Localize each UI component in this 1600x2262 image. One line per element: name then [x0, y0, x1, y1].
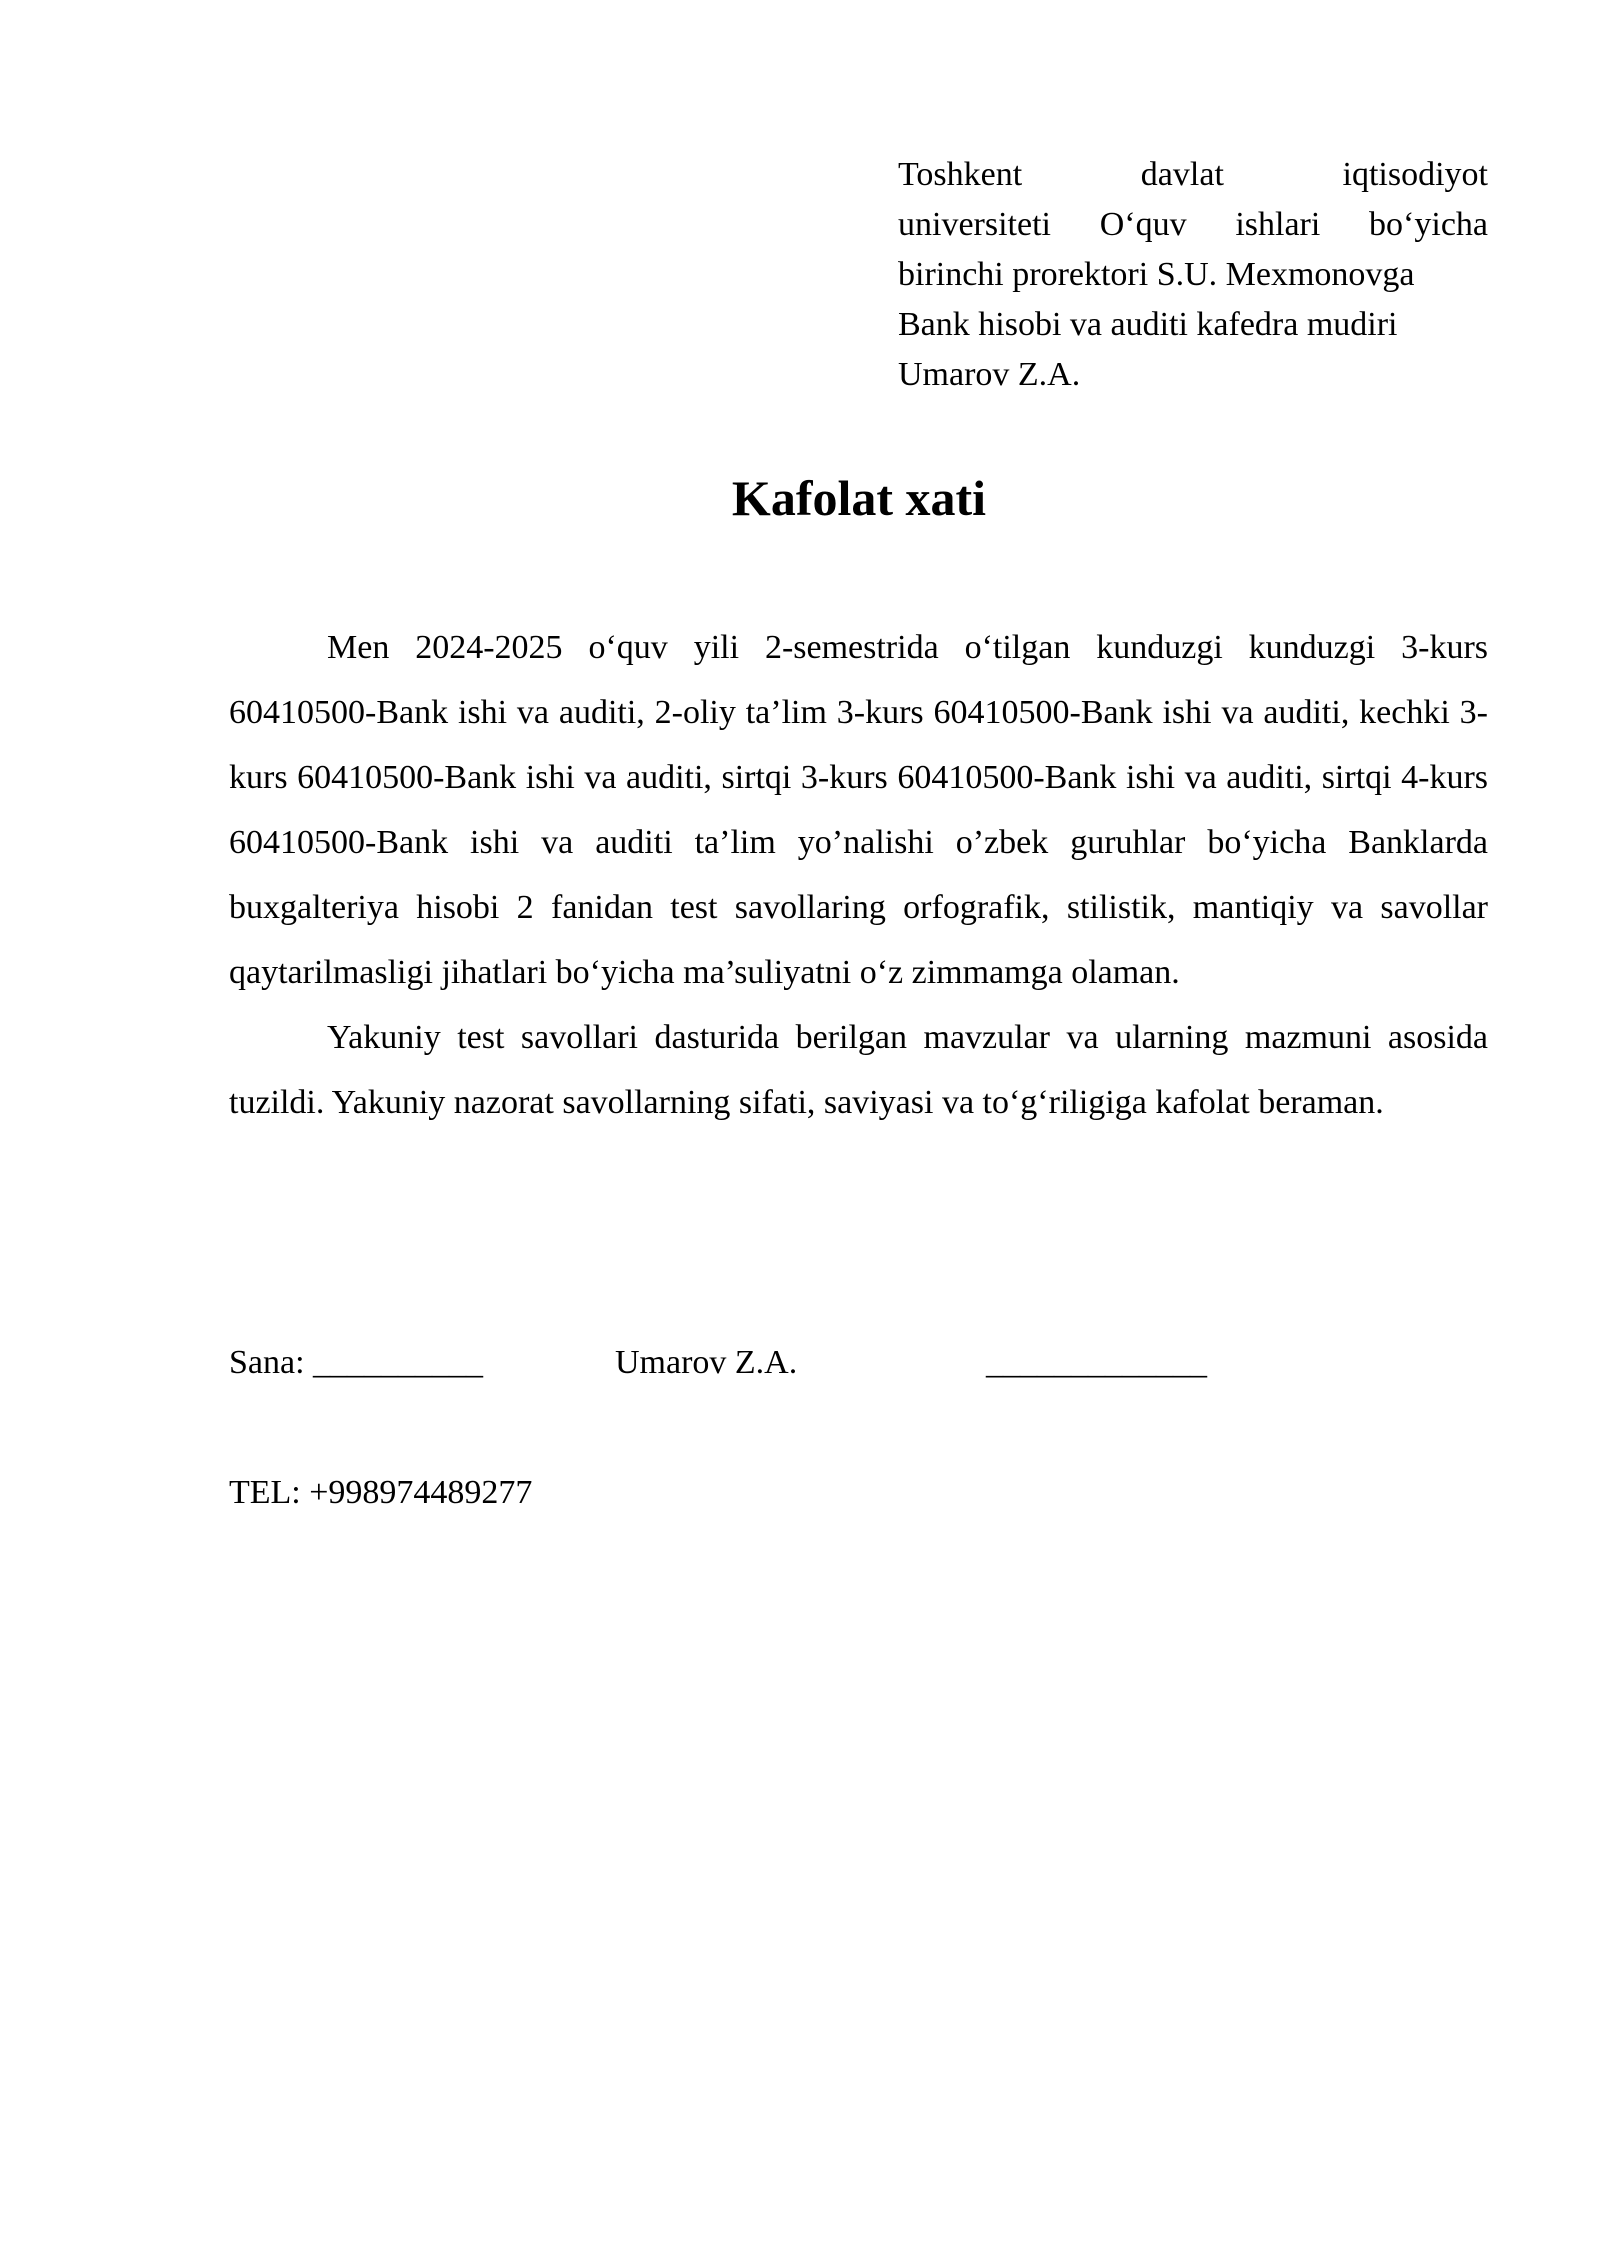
signature-line: _____________	[986, 1344, 1207, 1381]
addressee-line-4: Bank hisobi va auditi kafedra mudiri	[898, 306, 1398, 343]
addressee-line-3: birinchi prorektori S.U. Mexmonovga	[898, 256, 1415, 293]
addressee-block	[898, 150, 1488, 400]
document-body	[229, 615, 1488, 1135]
document-title: Kafolat xati	[731, 470, 987, 526]
body-paragraph-2: Yakuniy test savollari dasturida berilgan mavzular va ularning mazmuni asosida tuzildi. Yakuniy nazorat savollarning sifati, saviyasi va to‘g‘riligiga kafolat beraman.	[229, 1019, 1488, 1121]
date-field: Sana: __________	[229, 1344, 484, 1381]
signature-row	[229, 1330, 1488, 1395]
phone-number: TEL: +998974489277	[229, 1474, 533, 1511]
addressee-line-5: Umarov Z.A.	[898, 356, 1081, 393]
body-paragraph-1: Men 2024-2025 o‘quv yili 2-semestrida o‘tilgan kunduzgi kunduzgi 3-kurs 60410500-Bank ishi va auditi, 2-oliy ta’lim 3-kurs 60410500-Bank ishi va auditi, kechki 3-kurs 60410500-Bank ishi va auditi, sirtqi 3-kurs 60410500-Bank ishi va auditi, sirtqi 4-kurs 60410500-Bank ishi va auditi ta’lim yo’nalishi o’zbek guruhlar bo‘yicha Banklarda buxgalteriya hisobi 2 fanidan test savollaring orfografik, stilistik, mantiqiy va savollar qaytarilmasligi jihatlari bo‘yicha ma’suliyatni o‘z zimmamga olaman.	[229, 629, 1488, 991]
addressee-line-1: Toshkent davlat iqtisodiyot	[898, 156, 1488, 193]
signer-name: Umarov Z.A.	[615, 1344, 798, 1381]
addressee-line-2: universiteti O‘quv ishlari bo‘yicha	[898, 206, 1488, 243]
